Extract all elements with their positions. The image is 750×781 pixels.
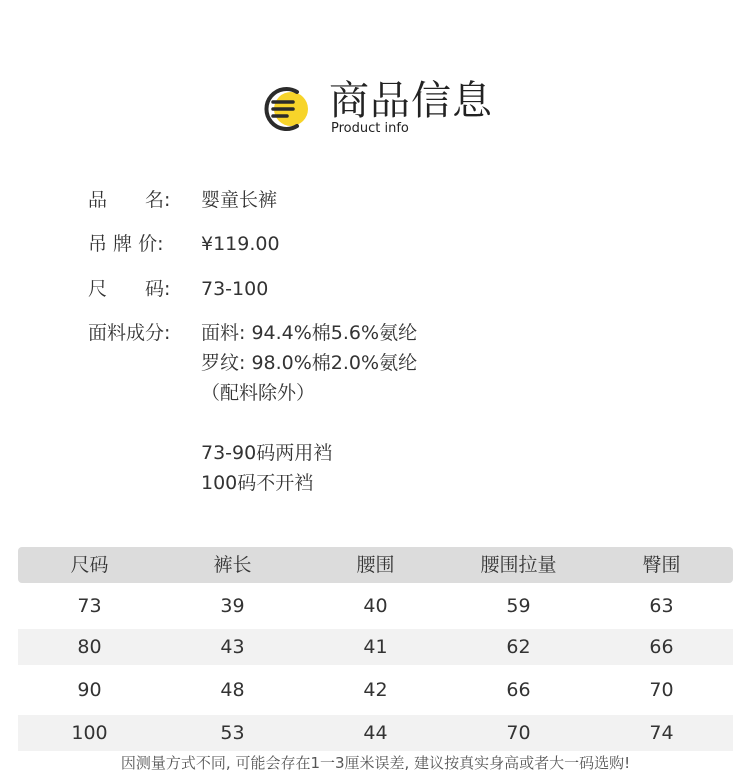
name-value: 婴童长裤 bbox=[201, 189, 278, 211]
table-cell: 42 bbox=[363, 679, 388, 701]
price-label: 吊 牌 价: bbox=[88, 233, 164, 255]
fabric-line: （配料除外） bbox=[201, 382, 316, 404]
size-label: 尺 码: bbox=[88, 278, 171, 300]
page-title: 商品信息 bbox=[329, 78, 493, 124]
crotch-notes bbox=[201, 438, 332, 498]
table-cell: 40 bbox=[363, 595, 388, 617]
table-cell: 73 bbox=[77, 595, 102, 617]
table-cell: 90 bbox=[77, 679, 102, 701]
table-cell: 70 bbox=[649, 679, 674, 701]
table-row bbox=[18, 672, 733, 708]
section-header bbox=[263, 78, 503, 142]
table-header-row bbox=[18, 547, 733, 583]
fabric-line: 面料: 94.4%棉5.6%氨纶 bbox=[201, 322, 418, 344]
document-lines-icon bbox=[263, 84, 313, 134]
column-header: 腰围 bbox=[356, 554, 395, 576]
column-header: 裤长 bbox=[213, 554, 252, 576]
table-cell: 41 bbox=[363, 636, 388, 658]
name-label: 品 名: bbox=[88, 189, 171, 211]
table-cell: 39 bbox=[220, 595, 245, 617]
table-cell: 59 bbox=[506, 595, 531, 617]
table-row bbox=[18, 715, 733, 751]
price-value: ¥119.00 bbox=[201, 233, 280, 255]
table-cell: 74 bbox=[649, 722, 674, 744]
table-cell: 66 bbox=[649, 636, 674, 658]
fabric-label: 面料成分: bbox=[88, 322, 171, 344]
table-cell: 44 bbox=[363, 722, 388, 744]
table-cell: 43 bbox=[220, 636, 245, 658]
table-cell: 80 bbox=[77, 636, 102, 658]
table-cell: 48 bbox=[220, 679, 245, 701]
note-line: 100码不开裆 bbox=[201, 472, 314, 494]
measurement-note: 因测量方式不同, 可能会存在1一3厘米误差, 建议按真实身高或者大一码选购! bbox=[120, 754, 631, 772]
table-row bbox=[18, 588, 733, 624]
page-subtitle: Product info bbox=[331, 121, 409, 136]
fabric-value bbox=[201, 318, 417, 408]
fabric-line: 罗纹: 98.0%棉2.0%氨纶 bbox=[201, 352, 418, 374]
table-cell: 63 bbox=[649, 595, 674, 617]
table-cell: 100 bbox=[71, 722, 108, 744]
table-cell: 70 bbox=[506, 722, 531, 744]
column-header: 尺码 bbox=[70, 554, 109, 576]
table-cell: 53 bbox=[220, 722, 245, 744]
table-row bbox=[18, 629, 733, 665]
size-value: 73-100 bbox=[201, 278, 269, 300]
column-header: 臀围 bbox=[642, 554, 681, 576]
table-cell: 62 bbox=[506, 636, 531, 658]
column-header: 腰围拉量 bbox=[480, 554, 557, 576]
table-cell: 66 bbox=[506, 679, 531, 701]
note-line: 73-90码两用裆 bbox=[201, 442, 333, 464]
